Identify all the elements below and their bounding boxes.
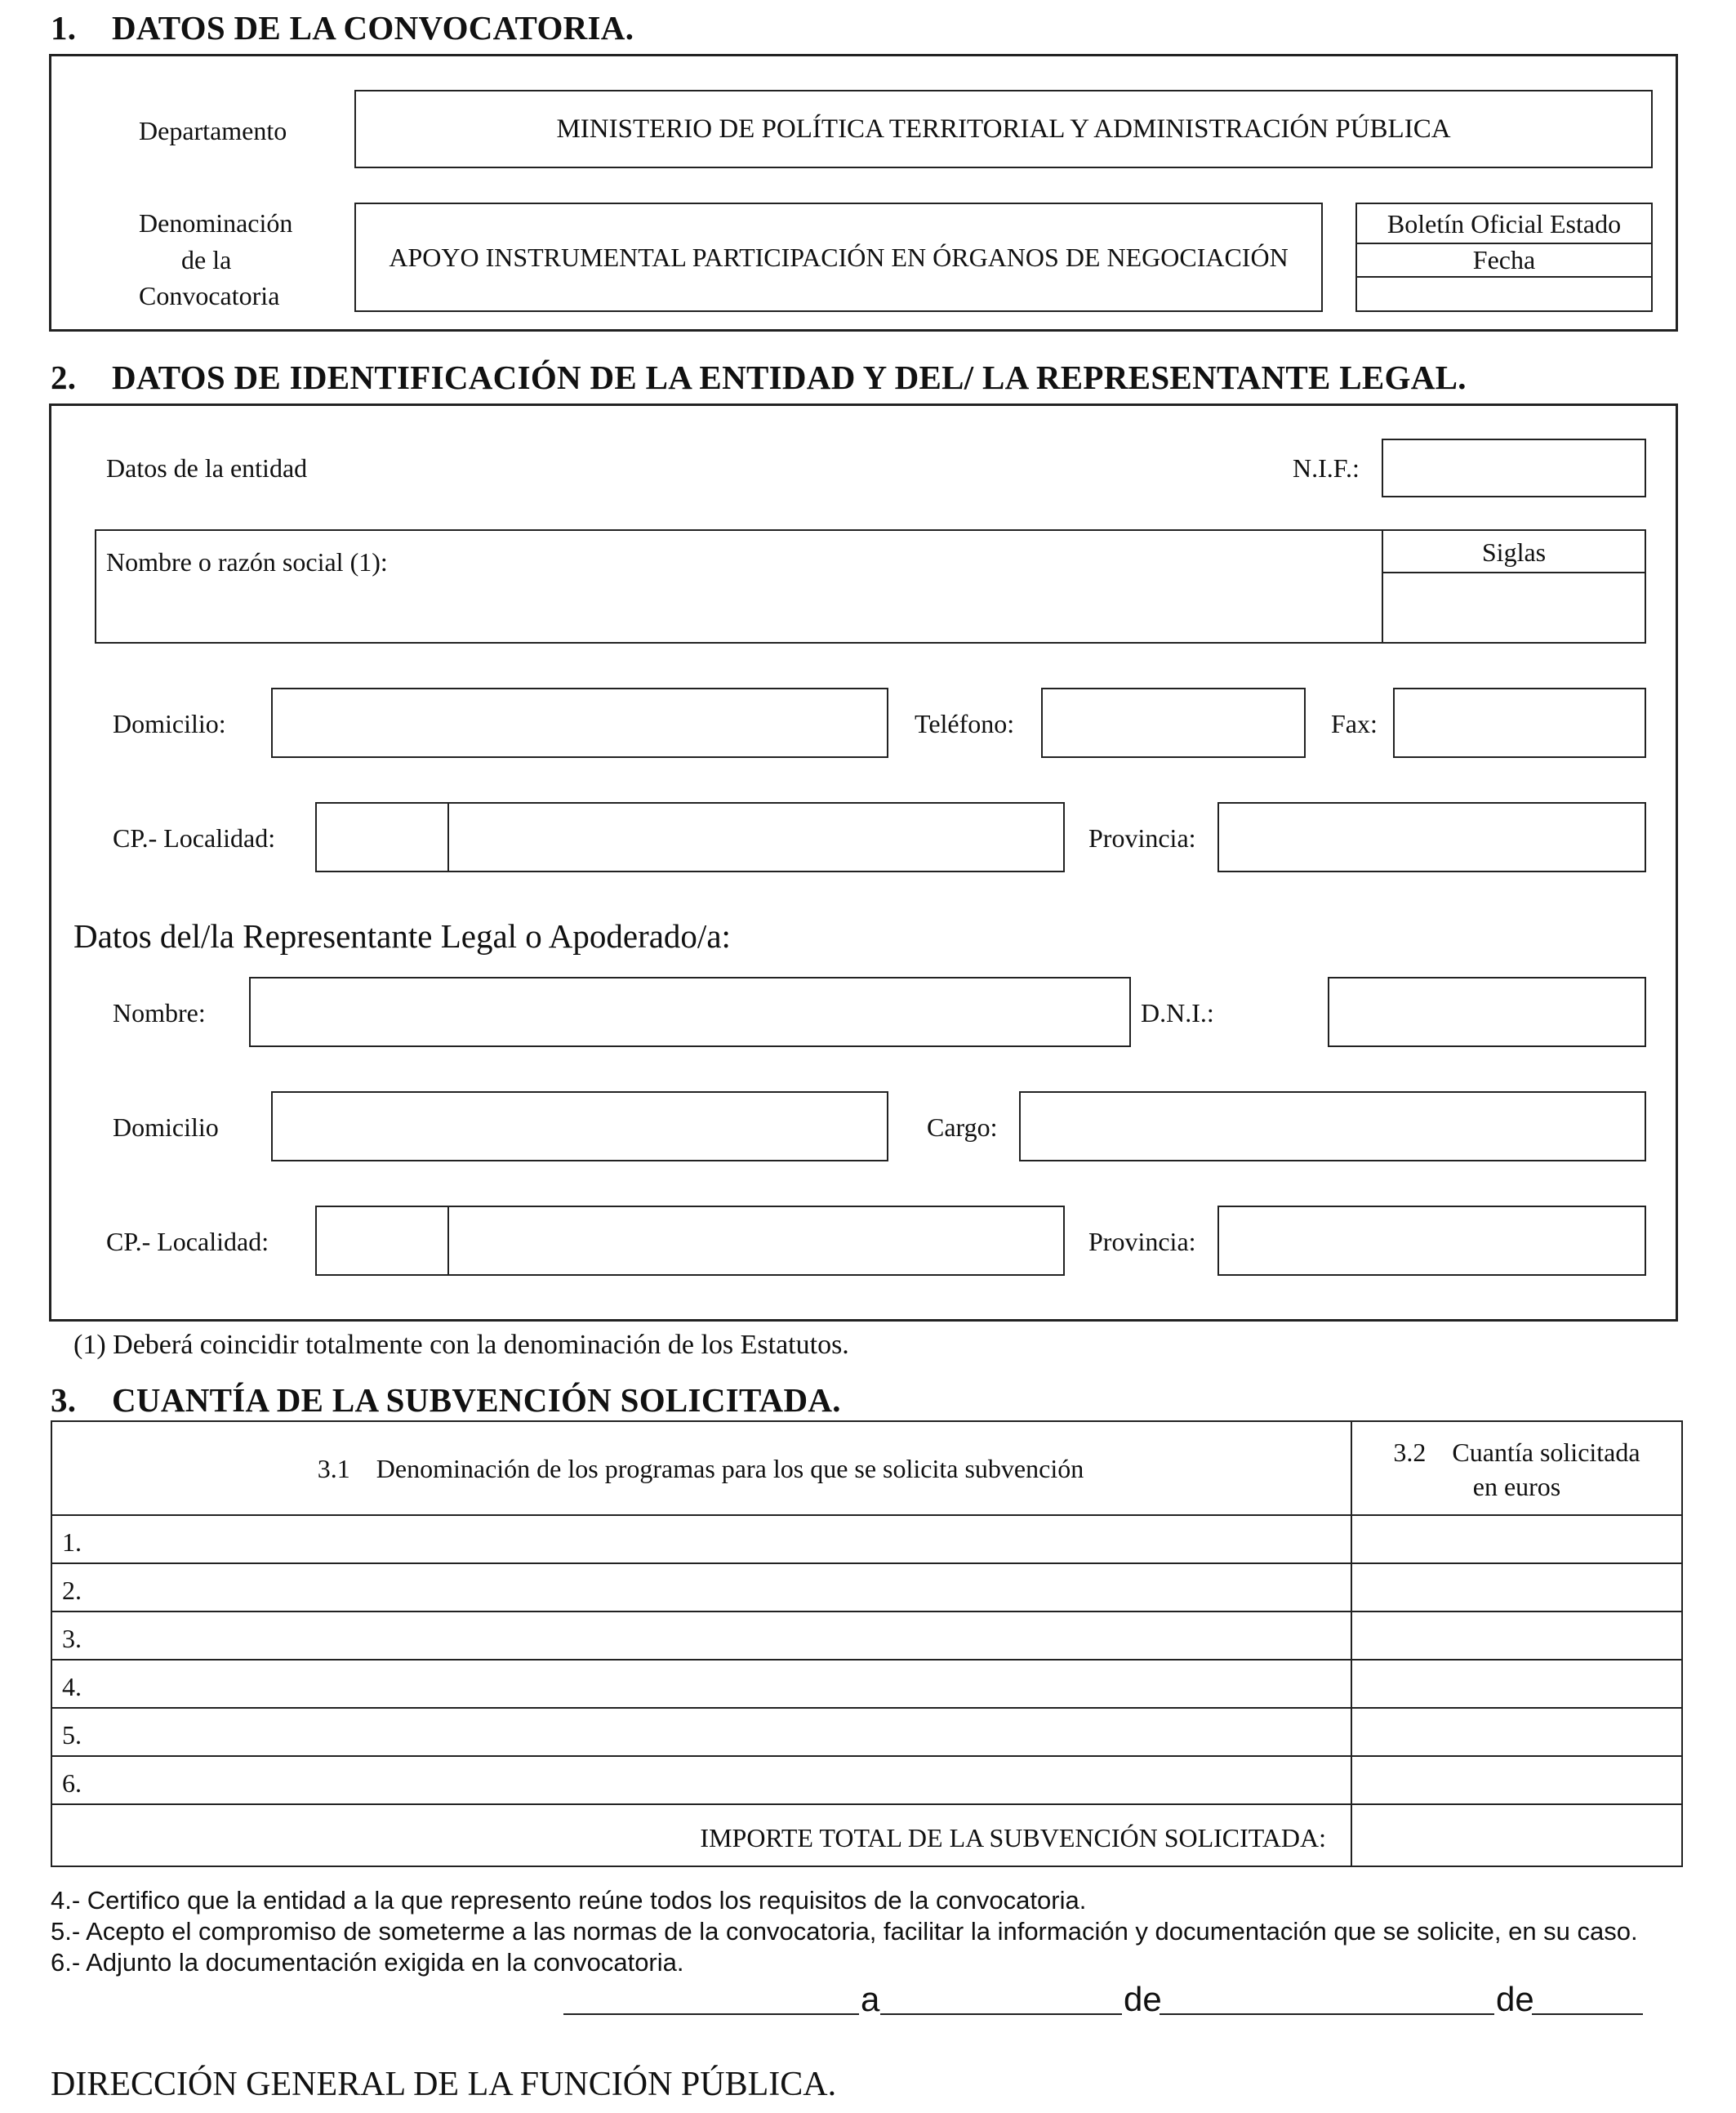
month-blank[interactable] [1160,2013,1494,2015]
cp-divider [447,802,449,872]
certification-5: 5.- Acepto el compromiso de someterme a las normas de la convocatoria, facilitar la información y documentación que se solicite, en su caso. [51,1917,1638,1946]
section3-title: CUANTÍA DE LA SUBVENCIÓN SOLICITADA. [112,1381,841,1419]
denominacion-label-3: Convocatoria [139,281,280,310]
certification-6: 6.- Adjunto la documentación exigida en la convocatoria. [51,1948,684,1977]
cp-input[interactable] [318,805,446,870]
departamento-field[interactable]: MINISTERIO DE POLÍTICA TERRITORIAL Y ADMINISTRACIÓN PÚBLICA [354,90,1653,168]
rep-nombre-input[interactable] [249,977,1131,1047]
table-row-line [51,1803,1683,1805]
year-blank[interactable] [1532,2013,1643,2015]
rep-cargo-label: Cargo: [927,1112,998,1142]
table-row-line [51,1707,1683,1709]
table-row-number: 5. [62,1720,82,1750]
rep-domicilio-label: Domicilio [113,1112,219,1142]
program-name-input[interactable] [90,1758,1347,1802]
table-row-number: 4. [62,1672,82,1701]
nombre-razon-label: Nombre o razón social (1): [106,547,388,577]
cp-localidad-label: CP.- Localidad: [113,823,276,853]
rep-provincia-label: Provincia: [1088,1227,1196,1256]
nif-label: N.I.F.: [1293,453,1360,483]
rep-cargo-input[interactable] [1019,1091,1646,1161]
table-row-line [51,1562,1683,1564]
table-row-number: 2. [62,1576,82,1605]
footer-direccion: DIRECCIÓN GENERAL DE LA FUNCIÓN PÚBLICA. [51,2066,837,2103]
rep-provincia-input[interactable] [1217,1206,1646,1276]
signature-a: a [861,1980,880,2018]
localidad-input[interactable] [450,805,1062,870]
section3-number: 3. [51,1381,77,1419]
table-row-line [51,1514,1683,1516]
rep-dni-input[interactable] [1328,977,1646,1047]
rep-dni-label: D.N.I.: [1141,998,1214,1028]
domicilio-input[interactable] [271,688,888,758]
siglas-input[interactable] [1383,573,1645,642]
denominacion-label-1: Denominación [139,208,293,238]
fecha-label: Fecha [1472,245,1536,274]
signature-de-2: de [1496,1980,1534,2018]
siglas-label: Siglas [1481,537,1547,567]
signature-de-1: de [1124,1980,1162,2018]
fax-label: Fax: [1331,709,1378,738]
section1-number: 1. [51,9,77,47]
amount-input[interactable] [1354,1661,1680,1705]
boe-label: Boletín Oficial Estado [1387,209,1622,238]
boe-divider [1355,243,1653,244]
representante-heading: Datos del/la Representante Legal o Apoderado/a: [73,917,731,955]
col2-header-line2: en euros [1472,1472,1561,1501]
fecha-input[interactable] [1357,278,1651,310]
table-row-number: 3. [62,1624,82,1653]
rep-cp-localidad-label: CP.- Localidad: [106,1227,269,1256]
certification-4: 4.- Certifico que la entidad a la que represento reúne todos los requisitos de la convocatoria. [51,1886,1087,1915]
amount-input[interactable] [1354,1613,1680,1657]
section2-title: DATOS DE IDENTIFICACIÓN DE LA ENTIDAD Y DEL/ LA REPRESENTANTE LEGAL. [112,359,1467,396]
denominacion-field[interactable]: APOYO INSTRUMENTAL PARTICIPACIÓN EN ÓRGANOS DE NEGOCIACIÓN [354,203,1323,312]
nif-input[interactable] [1382,439,1646,497]
col1-header: 3.1 Denominación de los programas para los que se solicita subvención [317,1454,1084,1483]
rep-localidad-input[interactable] [450,1208,1062,1273]
denominacion-label-2: de la [181,245,232,274]
rep-cp-divider [447,1206,449,1276]
nombre-razon-input[interactable] [98,584,1380,641]
total-label: IMPORTE TOTAL DE LA SUBVENCIÓN SOLICITADA: [700,1823,1326,1852]
day-blank[interactable] [880,2013,1122,2015]
table-row-line [51,1755,1683,1757]
place-blank[interactable] [563,2013,859,2015]
program-name-input[interactable] [90,1517,1347,1561]
domicilio-label: Domicilio: [113,709,226,738]
table-row-line [51,1659,1683,1661]
amount-input[interactable] [1354,1758,1680,1802]
rep-nombre-label: Nombre: [113,998,206,1028]
provincia-input[interactable] [1217,802,1646,872]
table-row-number: 1. [62,1527,82,1557]
amount-input[interactable] [1354,1565,1680,1609]
rep-cp-input[interactable] [318,1208,446,1273]
provincia-label: Provincia: [1088,823,1196,853]
program-name-input[interactable] [90,1613,1347,1657]
amount-input[interactable] [1354,1517,1680,1561]
program-name-input[interactable] [90,1661,1347,1705]
rep-domicilio-input[interactable] [271,1091,888,1161]
program-name-input[interactable] [90,1710,1347,1754]
section1-title: DATOS DE LA CONVOCATORIA. [112,9,634,47]
amount-input[interactable] [1354,1710,1680,1754]
total-amount-input[interactable] [1354,1806,1680,1865]
col2-header-line1: 3.2 Cuantía solicitada [1393,1438,1640,1467]
section2-number: 2. [51,359,77,396]
telefono-input[interactable] [1041,688,1306,758]
datos-entidad-label: Datos de la entidad [106,453,308,483]
telefono-label: Teléfono: [915,709,1015,738]
program-name-input[interactable] [90,1565,1347,1609]
fax-input[interactable] [1393,688,1646,758]
footnote: (1) Deberá coincidir totalmente con la denominación de los Estatutos. [73,1330,849,1360]
table-row-line [51,1611,1683,1612]
table-row-number: 6. [62,1768,82,1798]
departamento-label: Departamento [139,116,287,145]
